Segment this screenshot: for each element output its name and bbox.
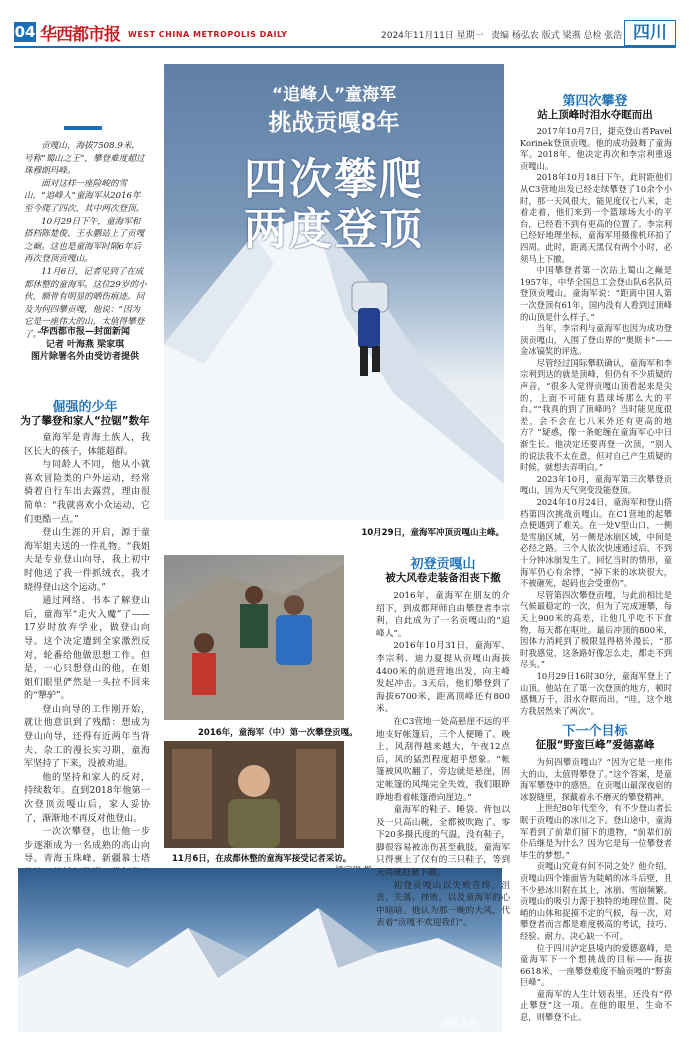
intro-paragraph: 10月29日下午，童海军和搭档陈楚俊、王永鹏站上了贡嘎之巅。这也是童海军时隔6年后再次登顶贡嘎山。 bbox=[24, 216, 145, 265]
body-paragraph: 2018年10月18日下午，此时距他们从C3营地出发已经走续攀登了10余个小时，那一天风很大，能见度仅七八米，走着走着，他们来到一个篮球场大小的平台，已经看不到有更高的位置了。李宗利已经好地理坐标，童海军用摄像机环拍了四周。此时，距离天黑仅有两个小时，必须马上下撤。 bbox=[520, 172, 672, 264]
body-paragraph: 在C3营地一处高悬崖不远的平地支好帐篷后，三个人便睡了。晚上，风刮得越来越大，午夜12点后，风的猛烈程度超乎想象。“帐篷被风吹翻了，旁边就是悬崖，固定帐篷的风绳完全失效，我们眼睁睁地看着帐篷滑向崖边。” bbox=[376, 716, 510, 803]
body-paragraph: 童海军的鞋子、睡袋、背包以及一只高山靴，全都被吹跑了。零下20多摄氏度的气温，没有鞋子，脚很容易被冻伤甚至截肢，童海军只得裹上了仅有的三只鞋子，等到天亮就赶紧下撤。 bbox=[376, 805, 510, 879]
section-subtitle-youth: 为了攀登和家人“拉锯”数年 bbox=[20, 415, 150, 427]
photo3-caption: 11月6日，在成都休整的童海军接受记者采访。 bbox=[172, 854, 352, 864]
body-paragraph: 当年，李宗利与童海军也因为成功登顶贡嘎山，入围了登山界的“奥斯卡”——金冰镐奖的评选。 bbox=[520, 323, 672, 357]
photo2-caption: 2016年，童海军（中）第一次攀登贡嘎。 bbox=[198, 728, 358, 738]
intro-accent-bar bbox=[64, 126, 102, 130]
body-paragraph: 尽管第四次攀登贡嘎，与此前相比是气候最稳定的一次，但为了完成速攀，每天上900米的高差，让他几乎吃不下食物，每天都在呕吐。最后冲顶的800米，因体力消耗到了极限显得格外漫长，“那时我感觉，这条路好像怎么走，都走不到尽头。” bbox=[520, 589, 672, 670]
interview-illustration bbox=[164, 741, 344, 848]
main-photo-caption: 10月29日，童海军冲顶贡嘎山主峰。 bbox=[361, 528, 504, 538]
section-title-fourth: 第四次攀登 bbox=[562, 94, 628, 109]
body-paragraph: 为何四攀贡嘎山？“因为它是一座伟大的山，太值得攀登了。”这个答案，是童海军攀登中的感悟。在贡嘎山最深夜宿的冰裂缝里，探戴着永不磨灭的攀登精神。 bbox=[520, 757, 672, 802]
intro-paragraph: 贡嘎山，海拔7508.9米，号称“蜀山之王”，攀登难度超过珠穆朗玛峰。 bbox=[24, 141, 145, 177]
body-paragraph: 2016年10月31日，童海军、李宗利、迪力夏提从贡嘎山海拔4400米的前进营地出发，向主峰发起冲击。3天后，他们攀登到了海拔6700米，距离顶峰还有800米。 bbox=[376, 641, 510, 715]
intro-paragraph: 面对这样一座险峻的雪山，“追峰人”童海军从2016年至今爬了四次，其中两次登顶。 bbox=[24, 178, 145, 214]
body-paragraph: 初登贡嘎山以失败告终，沮丧、失落、挫败，以及童海军的心中暗暗。他认为那一晚的大风，代表着“贡嘎不欢迎我们”。 bbox=[376, 880, 510, 929]
body-paragraph: 2023年10月，童海军第三次攀登贡嘎山，因为天气突变没能登顶。 bbox=[520, 473, 672, 496]
byline-line: 图片除署名外由受访者提供 bbox=[30, 352, 139, 362]
body-paragraph: 通过网络、书本了解登山后，童海军“走火入魔”了——17岁时放弃学业，做登山向导。这个决定遭到全家激烈反对，轮番给他做思想工作。但是，一心只想登山的他，在姐姐们眼里俨然是一头拉不回来的“犟驴”。 bbox=[24, 596, 150, 702]
editor-credits: 责编 杨弘农 版式 梁燕 总检 张浩 bbox=[491, 31, 623, 41]
photo-interview bbox=[164, 741, 344, 848]
section-title-youth: 倔强的少年 bbox=[52, 400, 118, 415]
body-paragraph: 童海军的人生计划表里，还没有“停止攀登”这一项。在他的眼里，生命不息，则攀登不止。 bbox=[520, 988, 672, 1023]
photo4-watermark: 贡嘎之巅 bbox=[440, 1019, 477, 1029]
header-rule bbox=[14, 46, 676, 48]
headline-main-2: 两度登顶 bbox=[244, 205, 424, 255]
body-paragraph: 登山生涯的开启，源于童海军姐夫送的一件礼物。“我姐夫是专业登山向导，我上初中时他送了我一件抓绒衣，我才晓得登山这个运动。” bbox=[24, 528, 150, 593]
section-label: 四川 bbox=[624, 20, 676, 46]
body-paragraph: 童海军是青海土族人，我区长大的孩子，体能超群。 bbox=[24, 433, 150, 457]
body-paragraph: 位于四川泸定县境内的爱德嘉峰，是童海军下一个想挑战的目标——海拔6618米，一座攀登难度不输贡嘎的“野蛮巨峰”。 bbox=[520, 942, 672, 988]
photo-first-attempt bbox=[164, 555, 344, 720]
body-paragraph: 上世纪80年代至今，有不少登山者长眠于贡嘎山的冰川之下。登山途中，童海军看到了前辈们留下的遗物，“前辈们前仆后继是为什么？因为它是每一位攀登者毕生的梦想。” bbox=[520, 803, 672, 860]
section-title-next: 下一个目标 bbox=[562, 724, 628, 739]
page-number: 04 bbox=[14, 23, 36, 41]
section-subtitle-first: 被大风卷走装备泪丧下撤 bbox=[385, 572, 501, 584]
body-paragraph: 中国攀登者第一次站上蜀山之巅是1957年，中华全国总工会登山队6名队员登顶贡嘎山。童海军说：“距离中国人第一次登顶有61年，国内没有人看到过顶峰的山顶是什么样子。” bbox=[520, 265, 672, 322]
section-body-fourth bbox=[520, 126, 672, 717]
body-paragraph: 贡嘎山究竟有何不同之处？他介绍，贡嘎山四个锥面皆为陡峭的冰斗后壁，且不少悬冰川附在其上，冰崩、雪崩频繁。贡嘎山的吸引力源于独特的地理位置、陡峭的山体和捉摸不定的气候，每一次，对攀登者而言都是难度极高的考试，技巧、经验、耐力、决心缺一不可。 bbox=[520, 861, 672, 941]
body-paragraph: 10月29日16时30分，童海军登上了山顶。他站在了第一次登顶的地方，顿时感慨万千，泪水夺眶而出，“哇，这个地方我居然来了两次”。 bbox=[520, 670, 672, 716]
climbers-illustration bbox=[164, 555, 344, 720]
body-paragraph: 2016年，童海军在朋友的介绍下，到成都拜师自由攀登者李宗利，自此成为了一名贡嘎山的“追峰人”。 bbox=[376, 591, 510, 639]
section-title-first: 初登贡嘎山 bbox=[410, 557, 476, 572]
newspaper-name-en: WEST CHINA METROPOLIS DAILY bbox=[128, 30, 288, 39]
section-body-next bbox=[520, 757, 672, 1024]
body-paragraph: 2017年10月7日，捷克登山者Pavel Korinek登顶贡嘎。他的成功鼓舞了童海军。2018年，他决定再次和李宗利重返贡嘎山。 bbox=[520, 126, 672, 171]
newspaper-logo: 华西都市报 bbox=[40, 25, 120, 45]
body-paragraph: 一次次攀登，也让他一步步逐渐成为一名成熟的高山向导。青海玉珠峰、新疆慕士塔 bbox=[24, 827, 150, 865]
section-subtitle-next: 征服“野蛮巨峰”爱德嘉峰 bbox=[535, 739, 655, 751]
section-subtitle-fourth: 站上顶峰时泪水夺眶而出 bbox=[537, 109, 653, 121]
intro-text bbox=[24, 140, 148, 342]
body-paragraph: 尽管经过国际攀联确认，童海军和李宗利到达的就是顶峰，但仍有不少质疑的声音，“很多人觉得贡嘎山顶看起来是尖的，上面不可能有篮球场那么大的平台。”“我真的到了顶峰吗？当时能见度很差，会不会在七八米外还有更高的地方？”疑惑，像一条蛇缠在童海军心中日渐生长。他决定还要再登一次顶，“别人的说法我不太在意，但对自己产生质疑的时候，就想去弄明白。” bbox=[520, 357, 672, 473]
issue-date: 2024年11月11日 星期一 bbox=[381, 31, 484, 41]
headline-kicker: “追峰人”童海军 bbox=[271, 85, 397, 105]
body-paragraph: 2024年10月24日，童海军和登山搭档第四次挑战贡嘎山。在C1营地的起攀点便遇到了难关。在一处V型山口，一侧是雪崩区域，另一侧是冰崩区域，中间是必经之路。三个人依次快速通过后，不到十分钟冰崩发生了。回忆当时的情形，童海军仍心有余悸，“掉下来的冰块很大，不被砸死，起码也会受重伤”。 bbox=[520, 497, 672, 589]
headline-kicker-2: 挑战贡嘎8年 bbox=[268, 110, 400, 136]
body-paragraph: 他的坚持和家人的反对，持续数年。直到2018年他第一次登顶贡嘎山后，家人妥协了，渐渐地不再反对他登山。 bbox=[24, 772, 150, 824]
byline-line: 记者 叶海燕 梁家琪 bbox=[45, 339, 125, 350]
byline bbox=[18, 326, 152, 364]
body-paragraph: 与同龄人不同，他从小就喜欢冒险类的户外运动，经常骑着自行车出去露营，理由很简单：“我就喜欢小众运动，它们更酷一点。” bbox=[24, 460, 150, 525]
headline-main-1: 四次攀爬 bbox=[244, 155, 424, 205]
intro-paragraph: 11月6日，记者见到了在成都休整的童海军。这位29岁的小伙，额骨有明显的晒伤痕迹。问及为何四攀贡嘎，他说：“因为它是一座伟大的山，太值得攀登了。” bbox=[24, 266, 147, 340]
section-body-first bbox=[376, 590, 510, 930]
body-paragraph: 登山向导的工作刚开始，就让他意识到了残酷：想成为登山向导，还得有近两年当背夫、杂工的漫长实习期，童海军坚持了下来，没被劝退。 bbox=[24, 704, 150, 770]
byline-line: 华西都市报—封面新闻 bbox=[39, 327, 130, 337]
